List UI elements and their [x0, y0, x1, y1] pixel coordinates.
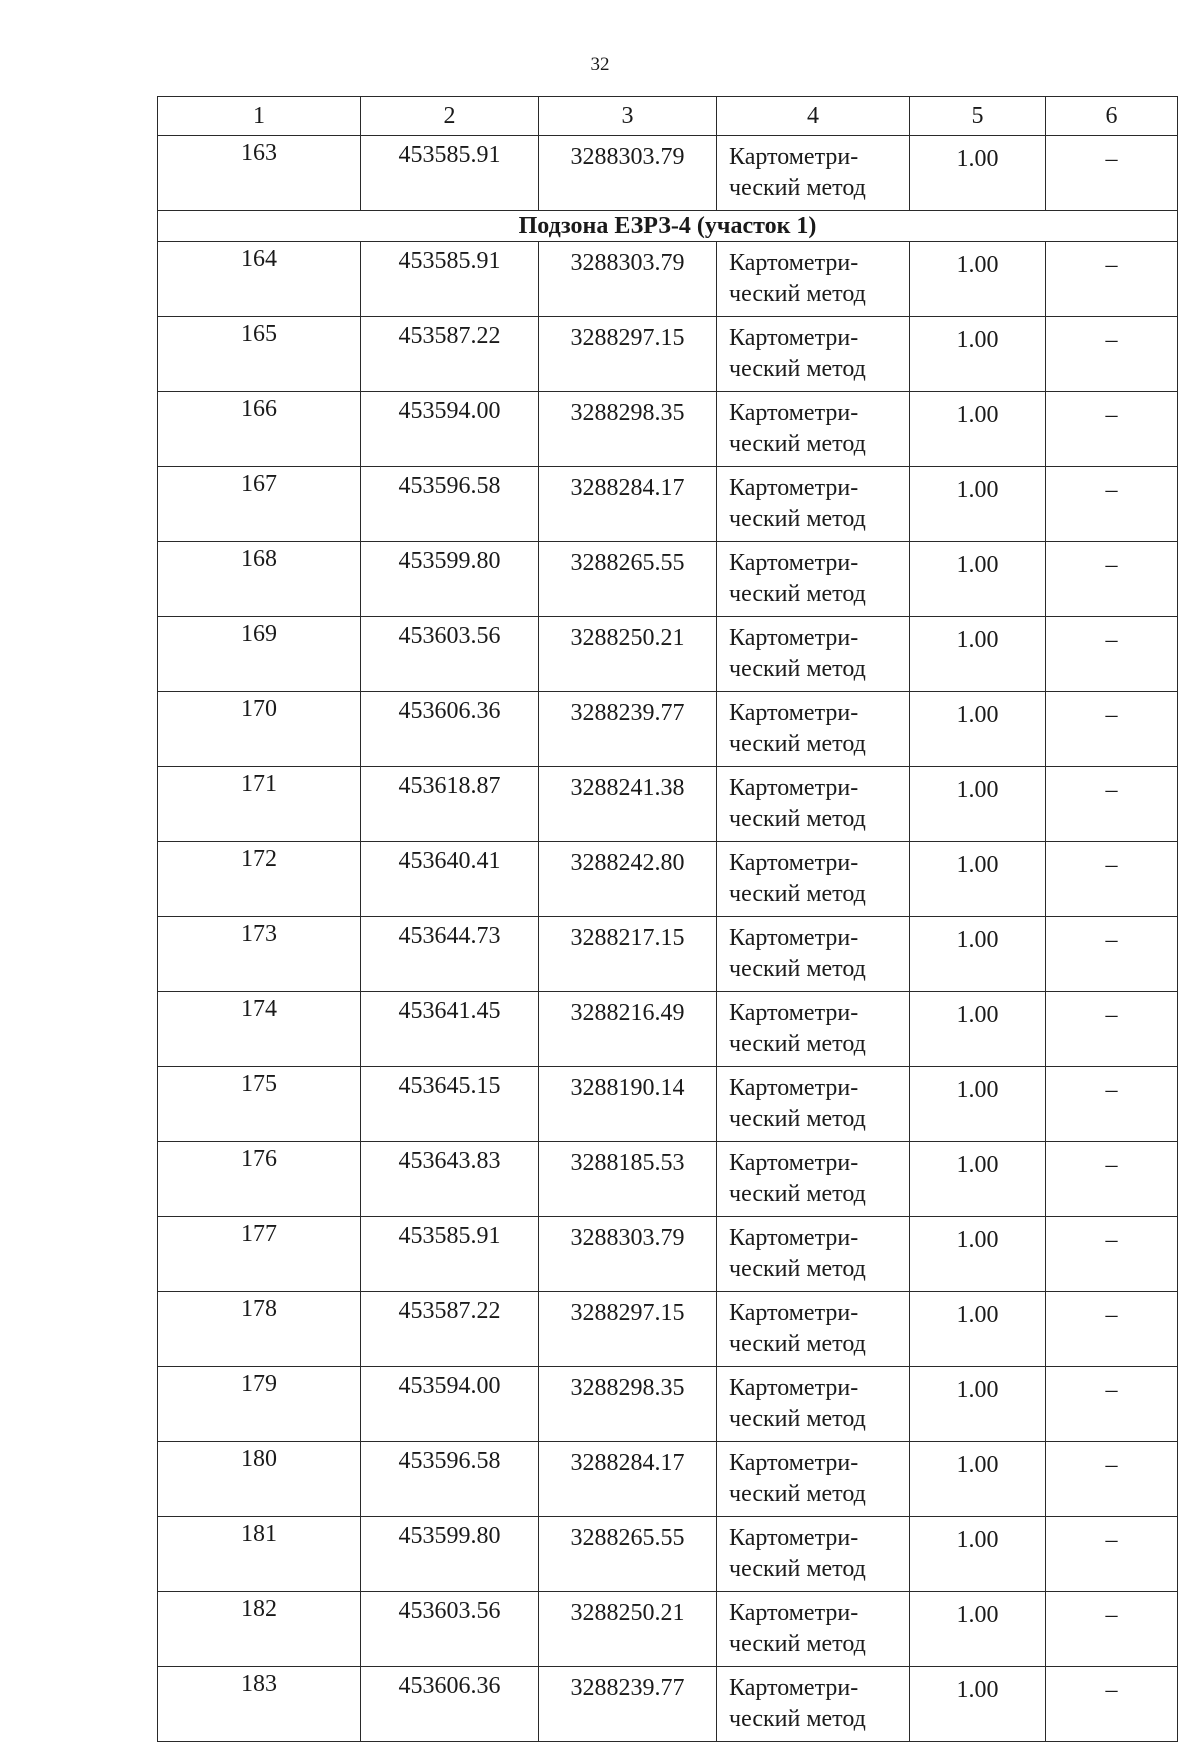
note-value: – [1046, 1067, 1178, 1142]
note-value: – [1046, 1442, 1178, 1517]
coordinate-y: 3288303.79 [539, 242, 717, 317]
coordinate-x: 453641.45 [361, 992, 539, 1067]
method-line-1: Картометри- [729, 325, 859, 351]
note-value: – [1046, 767, 1178, 842]
coordinate-x: 453594.00 [361, 392, 539, 467]
coordinate-y: 3288241.38 [539, 767, 717, 842]
method-line-1: Картометри- [729, 775, 859, 801]
point-number: 177 [158, 1217, 361, 1292]
coordinate-x: 453585.91 [361, 136, 539, 211]
coordinate-y: 3288190.14 [539, 1067, 717, 1142]
table-row [158, 242, 1178, 317]
accuracy-value: 1.00 [910, 842, 1046, 917]
method-cell [717, 242, 910, 317]
point-number: 175 [158, 1067, 361, 1142]
method-cell [717, 317, 910, 392]
point-number: 170 [158, 692, 361, 767]
coordinate-y: 3288284.17 [539, 467, 717, 542]
coordinate-x: 453603.56 [361, 617, 539, 692]
note-value: – [1046, 992, 1178, 1067]
coordinate-y: 3288265.55 [539, 1517, 717, 1592]
coordinate-x: 453599.80 [361, 542, 539, 617]
method-cell [717, 617, 910, 692]
method-line-1: Картометри- [729, 1225, 859, 1251]
accuracy-value: 1.00 [910, 1217, 1046, 1292]
table-row [158, 1292, 1178, 1367]
table-row [158, 136, 1178, 211]
point-number: 165 [158, 317, 361, 392]
table-row [158, 917, 1178, 992]
accuracy-value: 1.00 [910, 917, 1046, 992]
method-cell [717, 1142, 910, 1217]
table-row [158, 842, 1178, 917]
method-line-2: ческий метод [729, 1181, 866, 1207]
table-row [158, 392, 1178, 467]
coordinate-y: 3288265.55 [539, 542, 717, 617]
coordinate-y: 3288217.15 [539, 917, 717, 992]
method-cell [717, 1367, 910, 1442]
coordinate-x: 453587.22 [361, 1292, 539, 1367]
accuracy-value: 1.00 [910, 1067, 1046, 1142]
point-number: 181 [158, 1517, 361, 1592]
method-line-1: Картометри- [729, 925, 859, 951]
coordinate-y: 3288297.15 [539, 317, 717, 392]
note-value: – [1046, 136, 1178, 211]
method-line-2: ческий метод [729, 1031, 866, 1057]
note-value: – [1046, 1517, 1178, 1592]
accuracy-value: 1.00 [910, 317, 1046, 392]
method-line-2: ческий метод [729, 581, 866, 607]
method-line-2: ческий метод [729, 175, 866, 201]
point-number: 166 [158, 392, 361, 467]
table-row [158, 317, 1178, 392]
point-number: 172 [158, 842, 361, 917]
note-value: – [1046, 917, 1178, 992]
table-row [158, 692, 1178, 767]
method-cell [717, 767, 910, 842]
method-cell [717, 917, 910, 992]
point-number: 182 [158, 1592, 361, 1667]
table-row [158, 467, 1178, 542]
point-number: 179 [158, 1367, 361, 1442]
point-number: 168 [158, 542, 361, 617]
note-value: – [1046, 392, 1178, 467]
point-number: 174 [158, 992, 361, 1067]
note-value: – [1046, 317, 1178, 392]
point-number: 183 [158, 1667, 361, 1742]
method-line-1: Картометри- [729, 144, 859, 170]
coordinate-x: 453596.58 [361, 467, 539, 542]
coordinate-x: 453618.87 [361, 767, 539, 842]
method-line-2: ческий метод [729, 1331, 866, 1357]
note-value: – [1046, 467, 1178, 542]
table-row [158, 1217, 1178, 1292]
coordinate-x: 453640.41 [361, 842, 539, 917]
table-row [158, 1442, 1178, 1517]
method-line-2: ческий метод [729, 1631, 866, 1657]
point-number: 164 [158, 242, 361, 317]
method-cell [717, 136, 910, 211]
coordinate-x: 453643.83 [361, 1142, 539, 1217]
coordinate-y: 3288216.49 [539, 992, 717, 1067]
column-header: 3 [539, 97, 717, 136]
method-line-1: Картометри- [729, 700, 859, 726]
method-cell [717, 542, 910, 617]
note-value: – [1046, 1667, 1178, 1742]
accuracy-value: 1.00 [910, 1517, 1046, 1592]
point-number: 178 [158, 1292, 361, 1367]
accuracy-value: 1.00 [910, 992, 1046, 1067]
column-header: 6 [1046, 97, 1178, 136]
method-line-2: ческий метод [729, 431, 866, 457]
accuracy-value: 1.00 [910, 1442, 1046, 1517]
method-line-2: ческий метод [729, 1256, 866, 1282]
accuracy-value: 1.00 [910, 1142, 1046, 1217]
method-line-1: Картометри- [729, 475, 859, 501]
method-line-1: Картометри- [729, 1675, 859, 1701]
table-row [158, 542, 1178, 617]
accuracy-value: 1.00 [910, 1592, 1046, 1667]
method-line-1: Картометри- [729, 250, 859, 276]
method-line-2: ческий метод [729, 281, 866, 307]
page-number: 32 [590, 54, 610, 75]
coordinate-y: 3288303.79 [539, 1217, 717, 1292]
coordinate-x: 453603.56 [361, 1592, 539, 1667]
coordinate-y: 3288298.35 [539, 392, 717, 467]
point-number: 163 [158, 136, 361, 211]
method-cell [717, 1442, 910, 1517]
accuracy-value: 1.00 [910, 242, 1046, 317]
method-line-2: ческий метод [729, 1706, 866, 1732]
point-number: 167 [158, 467, 361, 542]
coordinate-x: 453644.73 [361, 917, 539, 992]
method-line-2: ческий метод [729, 881, 866, 907]
coordinate-x: 453606.36 [361, 1667, 539, 1742]
method-line-1: Картометри- [729, 1150, 859, 1176]
note-value: – [1046, 1592, 1178, 1667]
table-row [158, 1667, 1178, 1742]
method-cell [717, 1292, 910, 1367]
accuracy-value: 1.00 [910, 1667, 1046, 1742]
table-body [158, 136, 1178, 1742]
method-line-2: ческий метод [729, 1481, 866, 1507]
accuracy-value: 1.00 [910, 767, 1046, 842]
method-cell [717, 392, 910, 467]
coordinate-x: 453585.91 [361, 242, 539, 317]
method-cell [717, 1517, 910, 1592]
subzone-title: Подзона ЕЗРЗ-4 (участок 1) [158, 211, 1178, 242]
point-number: 171 [158, 767, 361, 842]
coordinate-x: 453587.22 [361, 317, 539, 392]
coordinate-x: 453599.80 [361, 1517, 539, 1592]
method-cell [717, 1667, 910, 1742]
accuracy-value: 1.00 [910, 136, 1046, 211]
method-line-2: ческий метод [729, 356, 866, 382]
coordinate-x: 453594.00 [361, 1367, 539, 1442]
point-number: 169 [158, 617, 361, 692]
method-line-2: ческий метод [729, 506, 866, 532]
method-line-1: Картометри- [729, 625, 859, 651]
method-line-1: Картометри- [729, 400, 859, 426]
table-row [158, 1592, 1178, 1667]
method-line-1: Картометри- [729, 1075, 859, 1101]
coordinate-y: 3288250.21 [539, 617, 717, 692]
method-line-2: ческий метод [729, 1406, 866, 1432]
table-row [158, 617, 1178, 692]
accuracy-value: 1.00 [910, 1292, 1046, 1367]
point-number: 180 [158, 1442, 361, 1517]
accuracy-value: 1.00 [910, 692, 1046, 767]
point-number: 176 [158, 1142, 361, 1217]
table-row [158, 992, 1178, 1067]
method-line-1: Картометри- [729, 1450, 859, 1476]
method-cell [717, 842, 910, 917]
point-number: 173 [158, 917, 361, 992]
method-cell [717, 1592, 910, 1667]
table-row [158, 1067, 1178, 1142]
accuracy-value: 1.00 [910, 467, 1046, 542]
table-row [158, 1142, 1178, 1217]
note-value: – [1046, 692, 1178, 767]
note-value: – [1046, 617, 1178, 692]
method-line-1: Картометри- [729, 850, 859, 876]
column-header: 2 [361, 97, 539, 136]
coordinate-x: 453585.91 [361, 1217, 539, 1292]
method-line-2: ческий метод [729, 956, 866, 982]
method-cell [717, 467, 910, 542]
note-value: – [1046, 842, 1178, 917]
accuracy-value: 1.00 [910, 1367, 1046, 1442]
subzone-heading-row [158, 211, 1178, 242]
method-cell [717, 1217, 910, 1292]
coordinate-y: 3288297.15 [539, 1292, 717, 1367]
note-value: – [1046, 1217, 1178, 1292]
coordinate-y: 3288303.79 [539, 136, 717, 211]
method-line-2: ческий метод [729, 731, 866, 757]
note-value: – [1046, 242, 1178, 317]
column-header: 5 [910, 97, 1046, 136]
method-cell [717, 992, 910, 1067]
method-cell [717, 1067, 910, 1142]
note-value: – [1046, 1292, 1178, 1367]
method-line-1: Картометри- [729, 1375, 859, 1401]
method-line-1: Картометри- [729, 1000, 859, 1026]
coordinate-y: 3288242.80 [539, 842, 717, 917]
method-cell [717, 692, 910, 767]
coordinate-x: 453596.58 [361, 1442, 539, 1517]
accuracy-value: 1.00 [910, 392, 1046, 467]
table-row [158, 767, 1178, 842]
coordinates-table [157, 96, 1178, 1742]
note-value: – [1046, 1142, 1178, 1217]
method-line-1: Картометри- [729, 1600, 859, 1626]
accuracy-value: 1.00 [910, 617, 1046, 692]
coordinate-y: 3288284.17 [539, 1442, 717, 1517]
method-line-1: Картометри- [729, 1300, 859, 1326]
note-value: – [1046, 542, 1178, 617]
method-line-2: ческий метод [729, 1556, 866, 1582]
coordinate-y: 3288239.77 [539, 692, 717, 767]
table-row [158, 1367, 1178, 1442]
note-value: – [1046, 1367, 1178, 1442]
column-header: 1 [158, 97, 361, 136]
coordinate-x: 453606.36 [361, 692, 539, 767]
method-line-1: Картометри- [729, 550, 859, 576]
table-row [158, 1517, 1178, 1592]
method-line-2: ческий метод [729, 1106, 866, 1132]
coordinate-x: 453645.15 [361, 1067, 539, 1142]
column-header: 4 [717, 97, 910, 136]
table-header-row [158, 97, 1178, 136]
coordinate-y: 3288298.35 [539, 1367, 717, 1442]
method-line-2: ческий метод [729, 656, 866, 682]
coordinate-y: 3288250.21 [539, 1592, 717, 1667]
coordinate-y: 3288185.53 [539, 1142, 717, 1217]
method-line-1: Картометри- [729, 1525, 859, 1551]
coordinate-y: 3288239.77 [539, 1667, 717, 1742]
method-line-2: ческий метод [729, 806, 866, 832]
accuracy-value: 1.00 [910, 542, 1046, 617]
